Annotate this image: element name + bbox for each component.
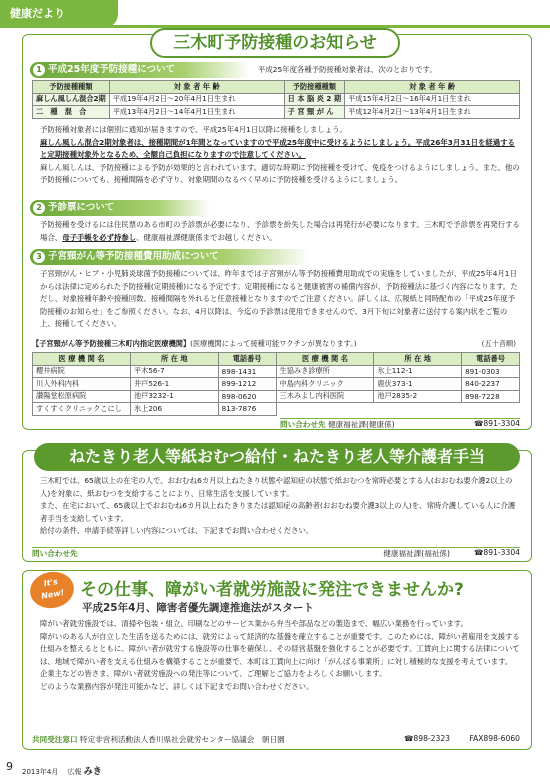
vaccine-type: 日 本 脳 炎 2 期 bbox=[284, 93, 344, 106]
diaper-title: ねたきり老人等紙おむつ給付・ねたきり老人等介護者手当 bbox=[34, 443, 520, 471]
paragraph: 障がい者就労施設では、清掃や包装・組立、印刷などのサービス業から弁当や部品などの製造まで、幅広い業務を行っています。 bbox=[40, 619, 468, 628]
clinic-heading: 【子宮頸がん等予防接種三木町内指定医療機関】 bbox=[32, 339, 191, 348]
subheading-text: 予診票について bbox=[48, 202, 115, 213]
col-addr: 所 在 地 bbox=[130, 353, 218, 366]
col-tel: 電話番号 bbox=[218, 353, 276, 366]
contact-org: 特定非営利活動法人香川県社会就労センター協議会 朝日園 bbox=[79, 735, 285, 744]
paragraph: 給付の条件、申請手続等詳しい内容については、下記までお問い合わせください。 bbox=[40, 526, 314, 536]
contact-tel[interactable]: ☎898-2323 bbox=[403, 734, 450, 743]
paragraph: どのような業務内容が発注可能かなど、詳しくは下記までお問い合わせください。 bbox=[40, 681, 314, 691]
clinic-addr: 池戸2835-2 bbox=[374, 390, 462, 403]
paragraph: 子宮頸がん・ヒブ・小児肺炎球菌予防接種については、昨年までは子宮頸がん等予防接種費用助成での実施をしていましたが、平成25年4月1日からは法律に定められた予防接種(定期接種)になる予定です。定期接種になると健康被害の補償内容が、予防接種法に基づく内容になります。ただし、対象接種年齢や接種回数、接種間隔を外れると任意接種となりますのでご注意ください。詳しくは、広報紙と同時配布の「平成25年度予防接種のお知らせ」をご参照ください。なお、4月以降は、今迄の予診票は使用できませんので、3月下旬に対象者に送付する案内状をご覧の上、接種してください。 bbox=[40, 269, 518, 329]
target-age-table bbox=[32, 80, 520, 119]
target-note: 平成25年度各種予防接種対象者は、次のとおりです。 bbox=[258, 65, 437, 74]
clinic-addr: 平木56-7 bbox=[130, 365, 218, 378]
subheading-number: 2 bbox=[33, 202, 45, 214]
clinic-name: 中島内科クリニック bbox=[276, 378, 374, 391]
clinic-note: (医療機関によって接種可能ワクチンが異なります。) bbox=[190, 339, 357, 348]
table-row bbox=[33, 390, 520, 403]
paragraph: 三木町では、65歳以上の在宅の人で、おおむね6カ月以上ねたきり状態や認知症の状態で紙おむつを常時必要とする人(おおむね要介護2以上の人)を対象に、紙おむつを支給することにより、日常生活を支援しています。 bbox=[40, 476, 513, 498]
clinic-tel: 891-0303 bbox=[462, 365, 520, 378]
badge-line: New! bbox=[40, 587, 65, 601]
contact-dept: 健康福祉課(福祉係) bbox=[383, 549, 450, 558]
col-age: 対 象 者 年 齢 bbox=[345, 81, 520, 94]
subheading-1 bbox=[30, 62, 250, 78]
text: 予防接種を受けるには住民票のある市町の予診票が必要になり、予診票を紛失した場合は再発行が必要になります。三木町で予診票を再発行する場合、 bbox=[40, 220, 520, 242]
subheading-number: 3 bbox=[33, 251, 45, 263]
clinic-name: 生協みき診療所 bbox=[276, 365, 374, 378]
clinic-name: 三木みよし内科医院 bbox=[276, 390, 374, 403]
paragraph: また、在宅において、65歳以上でおおむね6カ月以上ねたきりまたは認知症の高齢者(おおむね要介護3以上の人)を、常時介護している人に介護者手当を支給しています。 bbox=[40, 501, 516, 523]
clinic-name: すくすくクリニックこにし bbox=[33, 403, 131, 416]
vaccine-age: 平成19年4月2日〜20年4月1日生まれ bbox=[109, 93, 284, 106]
empty-cell bbox=[462, 403, 520, 416]
contact-label: 問い合わせ先 bbox=[280, 420, 326, 429]
sub1-body bbox=[32, 124, 522, 187]
header-tab: 健康だより bbox=[0, 0, 118, 28]
contact-tel[interactable]: ☎891-3304 bbox=[473, 548, 520, 557]
vaccine-type: 子 宮 頸 が ん bbox=[284, 106, 344, 119]
col-type: 予防接種種類 bbox=[284, 81, 344, 94]
clinic-heading-row bbox=[32, 338, 522, 351]
page-footer bbox=[0, 758, 550, 778]
clinic-addr: 氷上206 bbox=[130, 403, 218, 416]
clinic-tel: 813-7876 bbox=[218, 403, 276, 416]
contact-tel[interactable]: ☎891-3304 bbox=[473, 419, 520, 428]
vaccine-type: 麻しん風しん混合2期 bbox=[33, 93, 110, 106]
paragraph: 予防接種対象者には個別に通知が届きますので、平成25年4月1日以降に接種をしましょう。 bbox=[40, 125, 347, 134]
footer-date: 2013年4月 bbox=[22, 768, 59, 776]
subheading-text: 平成25年度予防接種について bbox=[48, 64, 176, 75]
diaper-body bbox=[32, 475, 522, 538]
table-row bbox=[33, 378, 520, 391]
table-row bbox=[33, 106, 520, 119]
contact-fax: FAX898-6060 bbox=[469, 734, 520, 743]
sub3-body bbox=[32, 268, 522, 331]
footer-meta bbox=[22, 764, 102, 777]
subheading-3 bbox=[30, 249, 310, 265]
clinic-tel: 840-2237 bbox=[462, 378, 520, 391]
footer-mag: 広報 bbox=[67, 768, 82, 776]
contact-health bbox=[280, 418, 520, 430]
col-type: 予防接種種類 bbox=[33, 81, 110, 94]
paragraph: 麻しん風しんは、予防接種による予防が効果的と言われています。適切な時期に予防接種を受けて、免疫をつけるようにしましょう。また、他の予防接種についても、接種間隔を必ず守り、対象期間のなるべく早めに予防接種を受けるようにしましょう。 bbox=[40, 162, 520, 185]
col-name: 医 療 機 関 名 bbox=[33, 353, 131, 366]
table-row bbox=[33, 365, 520, 378]
empty-cell bbox=[276, 403, 374, 416]
vaccine-type: 二 種 混 合 bbox=[33, 106, 110, 119]
contact-procurement bbox=[32, 734, 520, 745]
clinic-addr: 池戸3232-1 bbox=[130, 390, 218, 403]
clinic-tel: 899-1212 bbox=[218, 378, 276, 391]
contact-label: 問い合わせ先 bbox=[32, 549, 78, 558]
table-row bbox=[33, 403, 520, 416]
col-age: 対 象 者 年 齢 bbox=[109, 81, 284, 94]
vaccination-title: 三木町予防接種のお知らせ bbox=[150, 28, 400, 58]
subheading-text: 子宮頸がん等予防接種費用助成について bbox=[48, 251, 219, 262]
page-number: 9 bbox=[6, 760, 13, 773]
col-name: 医 療 機 関 名 bbox=[276, 353, 374, 366]
text: 、健康福祉課健康係までお越しください。 bbox=[136, 232, 277, 242]
badge-line: It's bbox=[43, 576, 59, 589]
clinic-name: 櫻井病院 bbox=[33, 365, 131, 378]
clinic-addr: 鹿伏373-1 bbox=[374, 378, 462, 391]
contact-label: 共同受注窓口 bbox=[32, 735, 78, 744]
clinic-tel: 898-7228 bbox=[462, 390, 520, 403]
vaccine-age: 平成15年4月2日〜16年4月1日生まれ bbox=[345, 93, 520, 106]
paragraph: 企業主などの皆さま、障がい者就労施設への発注等について、ご理解とご協力をよろしくお願いします。 bbox=[40, 669, 387, 679]
clinic-name: 川人外科内科 bbox=[33, 378, 131, 391]
col-addr: 所 在 地 bbox=[374, 353, 462, 366]
text-emphasis: 母子手帳を必ず持参し bbox=[62, 232, 137, 242]
clinic-addr: 氷上112-1 bbox=[374, 365, 462, 378]
vaccine-age: 平成12年4月2日〜13年4月1日生まれ bbox=[345, 106, 520, 119]
paragraph-emphasis: 麻しん風しん混合2期対象者は、接種期間が1年間となっていますので平成25年度中に受けるようにしましょう。平成26年3月31日を経過すると定期接種対象外となるため、全額自己負担になりますので注意してください。 bbox=[40, 137, 515, 160]
paragraph: 障がいのある人が自立した生活を送るためには、就労によって経済的な基盤を確立することが重要です。このためには、障がい者雇用を支援する仕組みを整えるとともに、障がい者が就労する施設等の仕事を確保し、その経営基盤を強化することが必要です。工賃向上に関する法律については、地域で障がい者を支える仕組みを構築することが重要で、本町は工賃向上に向け「がんばる事業所」に対し積極的な支援を考えています。 bbox=[40, 631, 520, 666]
col-tel: 電話番号 bbox=[462, 353, 520, 366]
sub2-body bbox=[32, 219, 522, 244]
vaccine-age: 平成13年4月2日〜14年4月1日生まれ bbox=[109, 106, 284, 119]
table-row bbox=[33, 93, 520, 106]
contact-welfare bbox=[32, 547, 520, 559]
procurement-title: その仕事、障がい者就労施設に発注できませんか? bbox=[80, 580, 464, 600]
paragraph bbox=[32, 219, 522, 244]
procurement-body bbox=[32, 618, 522, 694]
footer-brand: みき bbox=[83, 767, 102, 777]
clinic-tel: 898-1431 bbox=[218, 365, 276, 378]
contact-dept: 健康福祉課(健康係) bbox=[327, 420, 395, 429]
clinic-order: (五十音順) bbox=[481, 339, 516, 348]
subheading-2 bbox=[30, 200, 210, 216]
subheading-number: 1 bbox=[33, 64, 45, 76]
clinic-tel: 898-0620 bbox=[218, 390, 276, 403]
clinic-table bbox=[32, 352, 520, 416]
empty-cell bbox=[374, 403, 462, 416]
clinic-addr: 井戸526-1 bbox=[130, 378, 218, 391]
clinic-name: 讃陽堂松原病院 bbox=[33, 390, 131, 403]
procurement-subtitle: 平成25年4月、障害者優先調達推進法がスタート bbox=[82, 602, 314, 614]
